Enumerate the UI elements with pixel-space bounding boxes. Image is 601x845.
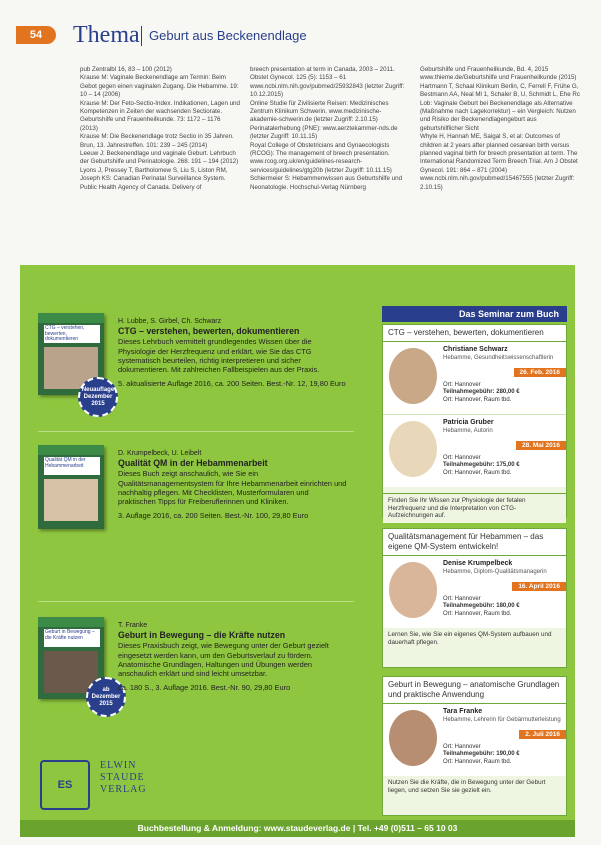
book-title[interactable]: Qualität QM in der Hebammenarbeit: [118, 458, 268, 469]
seminar-info: [443, 455, 563, 477]
seminar-speaker: [383, 556, 566, 628]
publisher-name-line: ELWIN: [100, 760, 137, 771]
seminar-location: Ort: Hannover: [443, 596, 481, 602]
book-list: [20, 265, 368, 795]
cover-strip: [38, 617, 104, 627]
seminar-heading[interactable]: CTG – verstehen, bewerten, dokumentieren: [383, 325, 566, 342]
speaker-role: Hebamme, Autorin: [443, 428, 493, 434]
speaker-name: Patricia Gruber: [443, 419, 494, 426]
publisher-name-line: VERLAG: [100, 784, 147, 795]
cover-strip: [38, 445, 104, 455]
book-author: D. Krumpelbeck, U. Leibelt: [118, 450, 202, 457]
cover-photo: [44, 479, 98, 521]
reference-item: www.ncbi.nlm.nih.gov/pubmed/25932843 (letzter Zugriff: 10.12.2015): [250, 82, 405, 99]
seminar-extra: Ort: Hannover, Raum tbd.: [443, 610, 512, 617]
seminar-date: 16. April 2016: [512, 582, 566, 591]
speaker-photo: [389, 348, 437, 404]
page-number: 54: [16, 26, 56, 44]
cover-title: Geburt in Bewegung – die Kräfte nutzen: [44, 629, 100, 647]
seminar-info: [443, 596, 563, 618]
book-title[interactable]: CTG – verstehen, bewerten, dokumentieren: [118, 326, 300, 337]
reference-item: Krause M: Vaginale Beckenendlage am Termin: Beim Gebot gegen einen vaginalen Zugang. Die Hebamme. 19: 10 – 14 (2006): [80, 74, 239, 99]
divider: [38, 601, 354, 602]
speaker-name: Tara Franke: [443, 708, 483, 715]
seminar-location: Ort: Hannover: [443, 382, 481, 388]
speaker-role: Hebamme, Gesundheitswissenschaftlerin: [443, 355, 554, 361]
cover-strip: [38, 313, 104, 323]
release-date-badge: ab Dezember 2015: [86, 677, 126, 717]
seminar-info: [443, 744, 563, 766]
seminar-date: 26. Feb. 2016: [514, 368, 566, 377]
seminar-heading[interactable]: Qualitätsmanagement für Hebammen – das eigene QM-System entwickeln!: [383, 529, 566, 556]
seminar-info: [443, 382, 563, 404]
speaker-role: Hebamme, Lehrerin für Gebärmutterleistung: [443, 717, 561, 723]
seminar-date: 2. Juli 2016: [519, 730, 566, 739]
seminar-block: [382, 676, 567, 816]
seminar-fee: Teilnahmegebühr: 280,00 €: [443, 389, 520, 396]
reference-item: Royal College of Obstetricians and Gynaecologists (RCOG): The management of breech presentation. www.rcog.org.uk/en/guidelines-research-services/guidelines/gtg20b (letzter Zugriff: 10.11.15): [250, 141, 392, 174]
seminar-note-box: [382, 494, 567, 518]
speaker-photo: [389, 562, 437, 618]
seminar-note: Lernen Sie, wie Sie ein eigenes QM-System aufbauen und dauerhaft pflegen.: [383, 628, 566, 649]
reference-item: Hartmann T, Schaal Klinikum Berlin, C, Ferrell F, Frühe G, Bestmann AA, Neal Ml 1, Schaler B, U, Schmidt L, Ehe Rc Lob: Vaginale Geburt bei Beckenendlage als Alternative (Maßnahme nach Lagekorrektur) – ein Vergleich: Nutzen und Risiko der Beckenendlagengeburt aus geburtshilflicher Sicht: [420, 82, 580, 132]
seminar-date: 28. Mai 2016: [516, 441, 566, 450]
publisher-name-line: STAUDE: [100, 772, 145, 783]
speaker-name: Denise Krumpelbeck: [443, 560, 513, 567]
header-divider: [141, 26, 142, 46]
book-cover[interactable]: [38, 445, 104, 529]
book-author: H. Lubbe, S. Girbel, Ch. Schwarz: [118, 318, 222, 325]
reference-item: www.thieme.de/Geburtshilfe und Frauenheilkunde (2015): [420, 74, 577, 82]
page-header: [0, 0, 601, 60]
reference-item: Krause M: Der Feto-Sectio-Index. Indikationen, Lagen und Kompetenzen in Zeiten der wachsenden Sectiorate. Geburtshilfe und Frauenheilkunde. 73: 1172 – 1176 (2013): [80, 99, 240, 132]
new-edition-badge: Neuauflage Dezember 2015: [78, 377, 118, 417]
order-footer[interactable]: Buchbestellung & Anmeldung: www.staudeverlag.de | Tel. +49 (0)511 – 65 10 03: [20, 820, 575, 837]
seminar-location: Ort: Hannover: [443, 744, 481, 750]
seminar-note: Nutzen Sie die Kräfte, die in Bewegung unter der Geburt liegen, und setzen Sie sie gezielt ein.: [383, 776, 566, 797]
seminar-heading[interactable]: Geburt in Bewegung – anatomische Grundlagen und praktische Anwendung: [383, 677, 566, 704]
book-info: [118, 449, 348, 520]
cover-title: CTG – verstehen, bewerten, dokumentieren: [44, 325, 100, 343]
references-column-3: [420, 66, 580, 252]
speaker-role: Hebamme, Diplom-Qualitätsmanagerin: [443, 569, 547, 575]
seminar-block: [382, 324, 567, 494]
seminar-block: [382, 528, 567, 668]
book-description: Dieses Lehrbuch vermittelt grundlegendes Wissen über die Physiologie der Herzfrequenz und erklärt, wie Sie das CTG systematisch beurteilen, richtig interpretieren und sicher dokumentieren. Mit zahlreichen Fallbeispielen aus der Praxis.: [118, 337, 320, 375]
book-description: Dieses Buch zeigt anschaulich, wie Sie ein Qualitätsmanagementsystem für Ihre Hebammenarbeit einrichten und nachhaltig pflegen. Mit Checklisten, Musterformularen und praktischen Tipps für Freiberuflerinnen und Kliniken.: [118, 469, 347, 507]
book-author: T. Franke: [118, 622, 148, 629]
seminar-note: Finden Sie Ihr Wissen zur Physiologie der fetalen Herzfrequenz und die Interpretation von CTG-Aufzeichnungen auf.: [383, 494, 566, 523]
book-info: [118, 317, 348, 388]
seminar-speaker: [383, 704, 566, 776]
reference-item: breech presentation at term in Canada, 2003 – 2011. Obstet Gynecol. 125 (5): 1153 – 61: [250, 66, 395, 82]
divider: [38, 431, 354, 432]
seminar-fee: Teilnahmegebühr: 180,00 €: [443, 603, 520, 610]
reference-item: Perinatalerhebung (PNE): www.aerztekammer-nds.de (letzter Zugriff: 10.11.15): [250, 124, 398, 141]
references-column-1: [80, 66, 240, 252]
seminar-speaker: [383, 415, 566, 487]
book-info: [118, 621, 348, 692]
references: [80, 66, 580, 252]
publisher-logo: ES: [40, 760, 90, 810]
reference-item: Geburtshilfe und Frauenheilkunde, Bd. 4, 2015: [420, 66, 549, 73]
section-subtitle: Geburt aus Beckenendlage: [149, 28, 307, 43]
seminar-fee: Teilnahmegebühr: 175,00 €: [443, 462, 520, 469]
book-description: Dieses Praxisbuch zeigt, wie Bewegung unter der Geburt gezielt eingesetzt werden kann, um den Geburtsverlauf zu fördern. Anatomische Grundlagen, Haltungen und Übungen werden anschaulich erklärt und sind leicht umsetzbar.: [118, 641, 329, 679]
speaker-name: Christiane Schwarz: [443, 346, 508, 353]
book-meta: ca. 180 S., 3. Auflage 2016. Best.-Nr. 90, 29,80 Euro: [118, 683, 291, 693]
reference-item: pub Zentralbl 16, 83 – 100 (2012): [80, 66, 172, 73]
seminar-fee: Teilnahmegebühr: 190,00 €: [443, 751, 520, 758]
book-title[interactable]: Geburt in Bewegung – die Kräfte nutzen: [118, 630, 286, 641]
speaker-photo: [389, 710, 437, 766]
seminar-extra: Ort: Hannover, Raum tbd.: [443, 469, 512, 476]
speaker-photo: [389, 421, 437, 477]
references-column-2: [250, 66, 410, 252]
reference-item: Online Studie für Zivilisierte Reisen: Medizinisches Zentrum Klinikum Schwerin. www.medizinische-akademie-schwerin.de (letzter Zugriff: 2.10.15): [250, 99, 389, 124]
reference-item: Krause M: Die Beckenendlage trotz Sectio in 35 Jahren. Brun, 13. Jahrestreffen. 101: 239 – 245 (2014): [80, 133, 234, 149]
reference-item: www.ncbi.nlm.nih.gov/pubmed/15467555 (letzter Zugriff: 2.10.15): [420, 175, 575, 191]
reference-item: Leeuw J: Beckenendlage und vaginale Geburt. Lehrbuch der Geburtshilfe und Perinatologie. 268. 191 – 194 (2012): [80, 150, 239, 166]
reference-item: Whyte H, Hannah ME, Saigal S, et al: Outcomes of children at 2 years after planned cesarean birth versus planned vaginal birth for breech presentation at term. The International Randomized Term Breech Trial. Am J Obstet Gynecol. 191: 864 – 871 (2004): [420, 133, 578, 174]
book-meta: 3. Auflage 2016, ca. 200 Seiten. Best.-Nr. 100, 29,80 Euro: [118, 511, 309, 521]
section-title: Thema: [73, 22, 140, 48]
cover-title: Qualität QM in der Hebammenarbeit: [44, 457, 100, 475]
seminar-location: Ort: Hannover: [443, 455, 481, 461]
seminar-extra: Ort: Hannover, Raum tbd.: [443, 396, 512, 403]
seminar-speaker: [383, 342, 566, 415]
reference-item: Schiermeier S: Hebammenwissen aus Geburtshilfe und Neonatologie. Hochschul-Verlag Nürnberg: [250, 175, 403, 191]
reference-item: Lyons J, Pressey T, Bartholomew S, Liu S, Liston RM, Joseph KS: Canadian Perinatal Surveillance System. Public Health Agency of Canada. Delivery of: [80, 166, 228, 191]
book-meta: 5. aktualisierte Auflage 2016, ca. 200 Seiten. Best.-Nr. 12, 19,80 Euro: [118, 379, 346, 389]
publisher-name: [100, 760, 147, 796]
seminar-extra: Ort: Hannover, Raum tbd.: [443, 758, 512, 765]
seminar-title: Das Seminar zum Buch: [382, 306, 567, 322]
